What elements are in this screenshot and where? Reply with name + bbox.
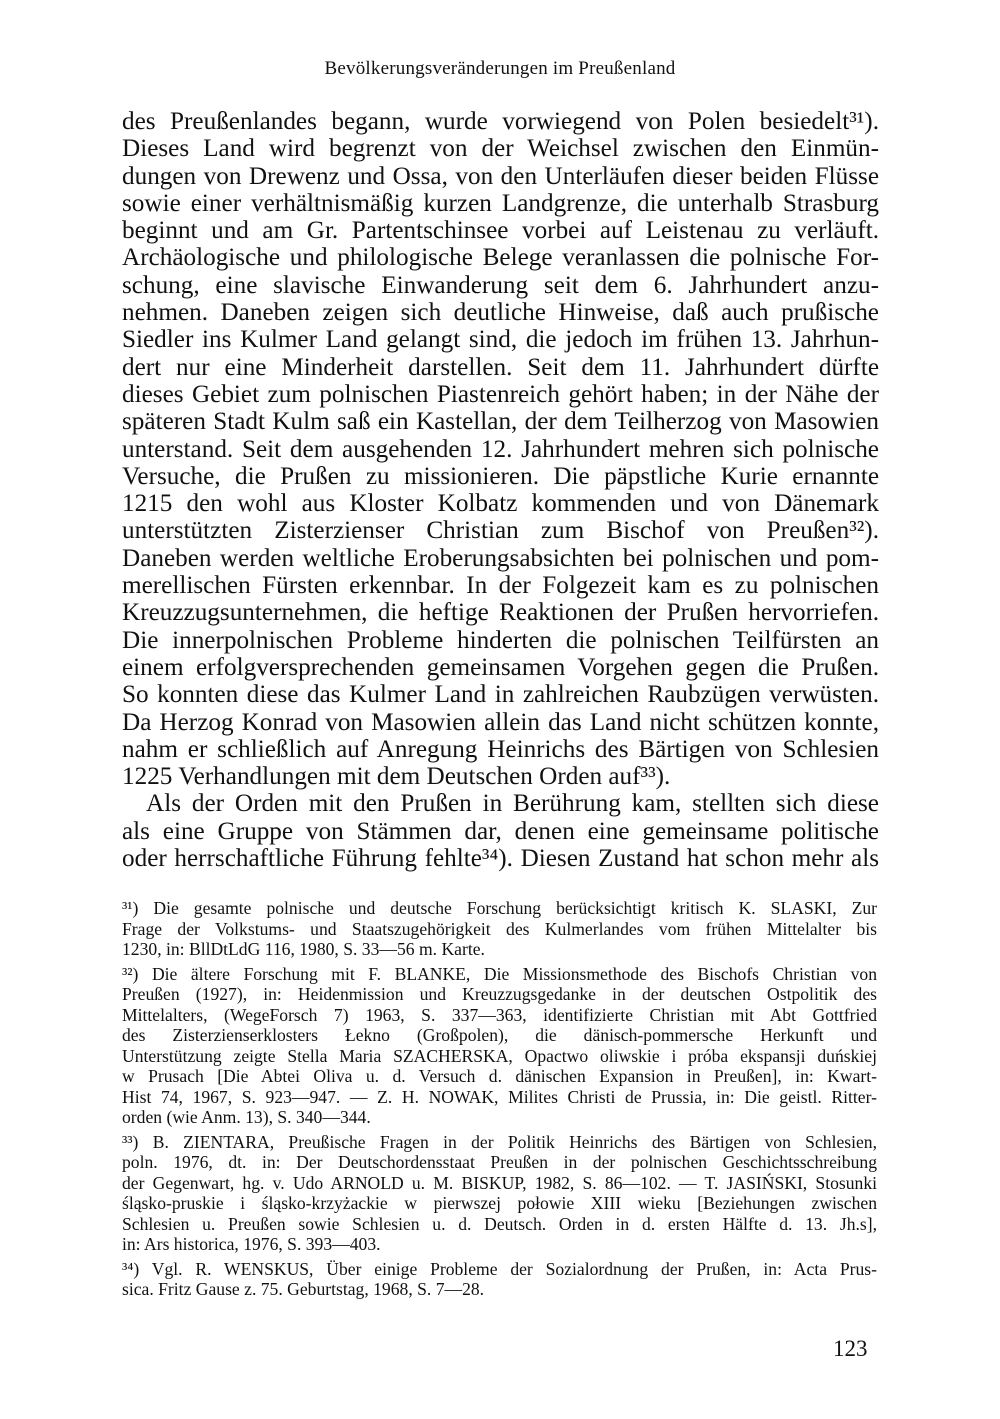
- footnote-line: Preußen (1927), in: Heidenmission und Kreuzzugsgedanke in der deutschen Ostpolitik des: [122, 984, 877, 1004]
- footnote-33: [122, 1132, 877, 1255]
- body-line: Als der Orden mit den Prußen in Berührung kam, stellten sich diese: [146, 790, 879, 818]
- body-line: merellischen Fürsten erkennbar. In der Folgezeit kam es zu polnischen: [122, 572, 879, 600]
- body-line: Archäologische und philologische Belege veranlassen die polnische For-: [122, 244, 879, 272]
- footnote-34: [122, 1259, 877, 1300]
- footnote-line: Schlesien u. Preußen sowie Schlesien u. d. Deutsch. Orden in d. ersten Hälfte d. 13. Jh.s],: [122, 1213, 877, 1234]
- footnote-line: śląsko-pruskie i śląsko-krzyżackie w pierwszej połowie XIII wieku [Beziehungen zwischen: [122, 1193, 877, 1213]
- body-line: des Preußenlandes begann, wurde vorwiegend von Polen besiedelt³¹).: [122, 108, 879, 135]
- body-line: Versuche, die Prußen zu missionieren. Die päpstliche Kurie ernannte: [122, 462, 879, 490]
- body-line: nahm er schließlich auf Anregung Heinrichs des Bärtigen von Schlesien: [122, 735, 879, 763]
- body-line: beginnt und am Gr. Partentschinsee vorbei auf Leistenau zu verläuft.: [122, 217, 879, 245]
- footnote-32: [122, 964, 877, 1128]
- body-line: dungen von Drewenz und Ossa, von den Unterläufen dieser beiden Flüsse: [122, 162, 879, 190]
- footnote-line: poln. 1976, dt. in: Der Deutschordensstaat Preußen in der polnischen Geschichtsschreibung: [122, 1152, 877, 1172]
- footnote-line: ³²) Die ältere Forschung mit F. BLANKE, Die Missionsmethode des Bischofs Christian von: [122, 963, 877, 984]
- body-line: So konnten diese das Kulmer Land in zahlreichen Raubzügen verwüsten.: [122, 681, 879, 709]
- body-line: sowie einer verhältnismäßig kurzen Landgrenze, die unterhalb Strasburg: [122, 189, 879, 217]
- running-header: Bevölkerungsveränderungen im Preußenland: [324, 58, 676, 79]
- footnote-line: Mittelalters, (WegeForsch 7) 1963, S. 337—363, identifizierte Christian mit Abt Gottfried: [122, 1004, 877, 1025]
- footnote-line: w Prusach [Die Abtei Oliva u. d. Versuch d. dänischen Expansion in Preußen], in: Kwart-: [122, 1066, 877, 1086]
- footnote-line: sica. Fritz Gause z. 75. Geburtstag, 1968, S. 7—28.: [122, 1279, 485, 1299]
- body-line: schung, eine slavische Einwanderung seit dem 6. Jahrhundert anzu-: [122, 271, 879, 299]
- body-line: Da Herzog Konrad von Masowien allein das Land nicht schützen konnte,: [122, 708, 879, 736]
- footnote-line: ³³) B. ZIENTARA, Preußische Fragen in der Politik Heinrichs des Bärtigen von Schlesien,: [122, 1131, 877, 1152]
- body-line: 1225 Verhandlungen mit dem Deutschen Orden auf³³).: [122, 763, 671, 791]
- footnote-line: ³¹) Die gesamte polnische und deutsche Forschung berücksichtigt kritisch K. SLASKI, Zur: [122, 898, 877, 918]
- body-line: unterstützten Zisterzienser Christian zum Bischof von Preußen³²).: [122, 517, 879, 545]
- body-line: oder herrschaftliche Führung fehlte³⁴). Diesen Zustand hat schon mehr als: [122, 845, 879, 873]
- body-line: Siedler ins Kulmer Land gelangt sind, die jedoch im frühen 13. Jahrhun-: [122, 326, 879, 354]
- body-line: dert nur eine Minderheit darstellen. Seit dem 11. Jahrhundert dürfte: [122, 353, 879, 381]
- body-line: unterstand. Seit dem ausgehenden 12. Jahrhundert mehren sich polnische: [122, 435, 879, 463]
- body-line: späteren Stadt Kulm saß ein Kastellan, der dem Teilherzog von Masowien: [122, 408, 879, 436]
- body-line: Kreuzzugsunternehmen, die heftige Reaktionen der Prußen hervorriefen.: [122, 599, 879, 627]
- page-number: 123: [833, 1336, 868, 1361]
- footnote-line: in: Ars historica, 1976, S. 393—403.: [122, 1234, 381, 1254]
- footnote-line: ³⁴) Vgl. R. WENSKUS, Über einige Probleme der Sozialordnung der Prußen, in: Acta Prus-: [122, 1258, 877, 1279]
- footnote-line: der Gegenwart, hg. v. Udo ARNOLD u. M. BISKUP, 1982, S. 86—102. — T. JASIŃSKI, Stosunki: [122, 1172, 877, 1193]
- footnotes: [122, 898, 877, 1304]
- footnote-line: Unterstützung zeigte Stella Maria SZACHERSKA, Opactwo oliwskie i próba ekspansji duńskiej: [122, 1045, 877, 1066]
- body-line: einem erfolgversprechenden gemeinsamen Vorgehen gegen die Prußen.: [122, 653, 879, 681]
- body-line: als eine Gruppe von Stämmen dar, denen eine gemeinsame politische: [122, 817, 879, 845]
- footnote-31: [122, 898, 877, 960]
- body-line: Dieses Land wird begrenzt von der Weichsel zwischen den Einmün-: [122, 135, 879, 163]
- body-line: 1215 den wohl aus Kloster Kolbatz kommenden und von Dänemark: [122, 490, 879, 518]
- footnote-line: 1230, in: BllDtLdG 116, 1980, S. 33—56 m. Karte.: [122, 939, 485, 959]
- body-line: nehmen. Daneben zeigen sich deutliche Hinweise, daß auch prußische: [122, 299, 879, 327]
- body-line: Daneben werden weltliche Eroberungsabsichten bei polnischen und pom-: [122, 544, 879, 572]
- footnote-line: Hist 74, 1967, S. 923—947. — Z. H. NOWAK, Milites Christi de Prussia, in: Die geistl. Ritter-: [122, 1086, 877, 1107]
- footnote-line: des Zisterzienserklosters Łekno (Großpolen), die dänisch-pommersche Herkunft und: [122, 1025, 877, 1045]
- footnote-line: orden (wie Anm. 13), S. 340—344.: [122, 1107, 371, 1127]
- footnote-line: Frage der Volkstums- und Staatszugehörigkeit des Kulmerlandes vom frühen Mittelalter bis: [122, 918, 877, 939]
- body-line: dieses Gebiet zum polnischen Piastenreich gehört haben; in der Nähe der: [122, 380, 879, 408]
- main-text: [122, 108, 879, 872]
- body-line: Die innerpolnischen Probleme hinderten die polnischen Teilfürsten an: [122, 626, 879, 654]
